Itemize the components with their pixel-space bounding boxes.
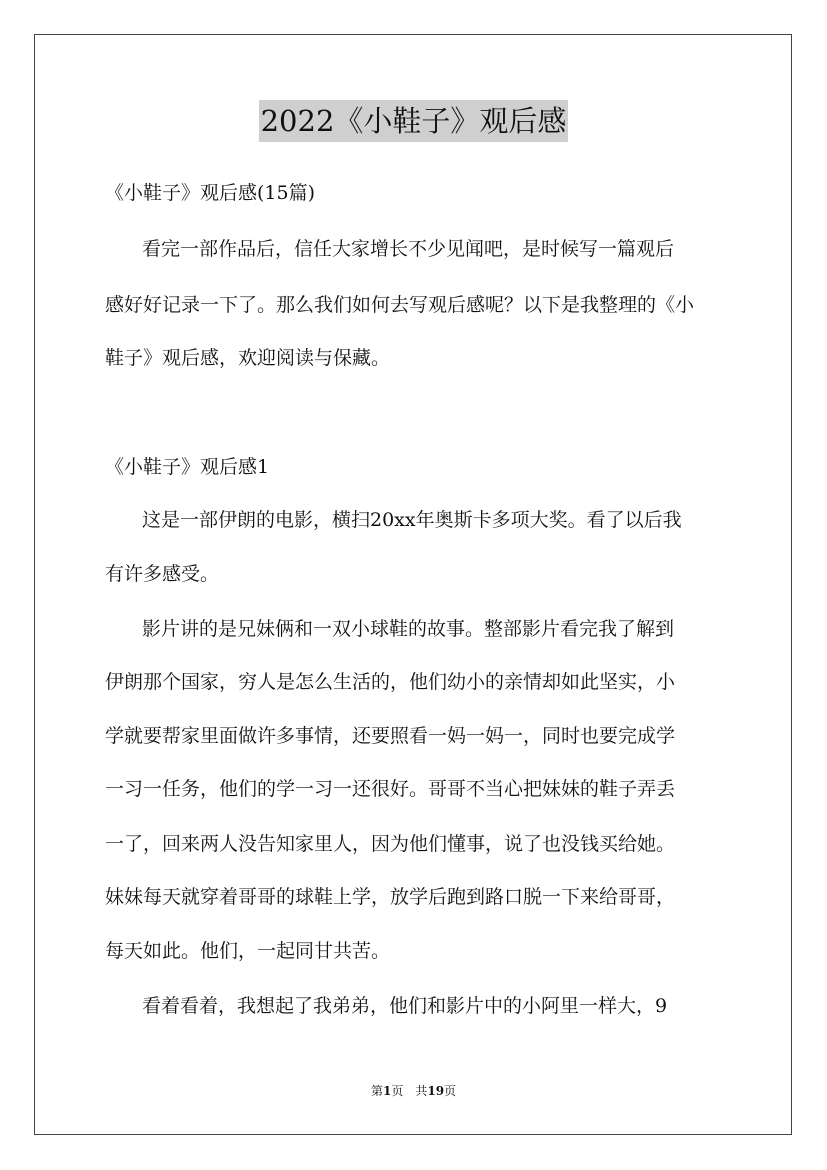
footer-page-prefix: 第: [370, 1084, 383, 1098]
footer-total-prefix: 共: [415, 1084, 428, 1098]
footer-page-suffix: 页: [391, 1084, 404, 1098]
body-line: 这是一部伊朗的电影，横扫20xx年奥斯卡多项大奖。看了以后我: [142, 509, 682, 531]
body-line: 一习一任务，他们的学一习一还很好。哥哥不当心把妹妹的鞋子弄丢: [105, 778, 676, 800]
body-line: 有许多感受。: [105, 563, 220, 585]
document-title: 2022《小鞋子》观后感: [259, 100, 569, 142]
footer-page-number: 1: [382, 1084, 392, 1098]
intro-line: 感好好记录一下了。那么我们如何去写观后感呢？以下是我整理的《小: [105, 294, 695, 316]
footer-total-pages: 19: [427, 1084, 445, 1098]
page-footer: [0, 1083, 827, 1099]
document-subtitle: 《小鞋子》观后感(15篇): [105, 182, 316, 204]
body-line: 妹妹每天就穿着哥哥的球鞋上学，放学后跑到路口脱一下来给哥哥，: [105, 886, 676, 908]
title-container: [0, 100, 827, 142]
body-line: 看着看着，我想起了我弟弟，他们和影片中的小阿里一样大，9: [142, 995, 668, 1017]
section-heading: 《小鞋子》观后感1: [105, 456, 270, 478]
body-line: 每天如此。他们，一起同甘共苦。: [105, 940, 391, 962]
intro-line: 看完一部作品后，信任大家增长不少见闻吧，是时候写一篇观后: [142, 238, 675, 260]
intro-line: 鞋子》观后感，欢迎阅读与保藏。: [105, 347, 391, 369]
body-line: 伊朗那个国家，穷人是怎么生活的，他们幼小的亲情却如此坚实，小: [105, 671, 676, 693]
body-line: 学就要帮家里面做许多事情，还要照看一妈一妈一，同时也要完成学: [105, 725, 676, 747]
footer-total-suffix: 页: [444, 1084, 457, 1098]
body-line: 影片讲的是兄妹俩和一双小球鞋的故事。整部影片看完我了解到: [142, 618, 675, 640]
body-line: 一了，回来两人没告知家里人，因为他们懂事，说了也没钱买给她。: [105, 833, 676, 855]
